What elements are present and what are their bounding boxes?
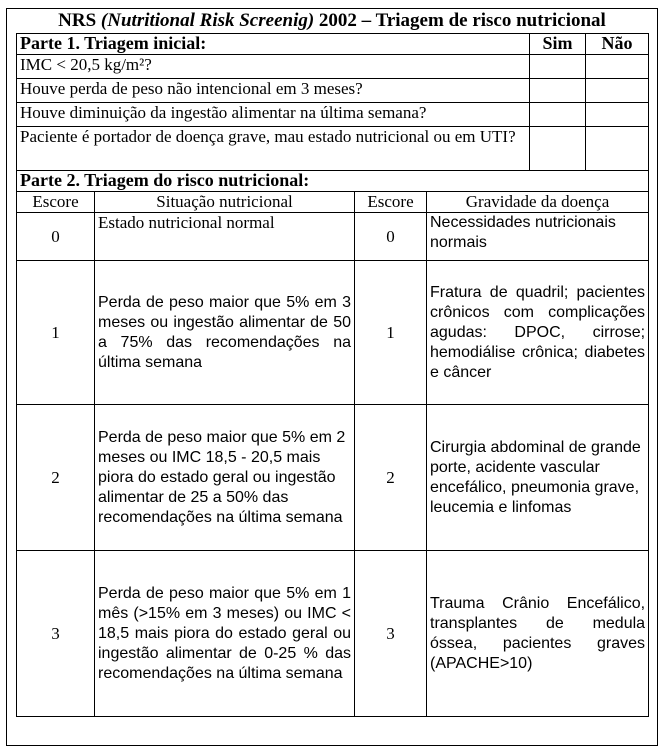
score-row: [17, 551, 649, 717]
question-row: [17, 55, 649, 79]
col-severity-header: Gravidade da doença: [427, 192, 649, 213]
question-text: Houve diminuição da ingestão alimentar na última semana?: [17, 103, 530, 127]
col-score-a-header: Escore: [17, 192, 95, 213]
severity-cell: Fratura de quadril; pacientes crônicos com complicações agudas: DPOC, cirrose; hemodiálise crônica; diabetes e câncer: [427, 261, 649, 405]
situation-cell: Perda de peso maior que 5% em 1 mês (>15% em 3 meses) ou IMC < 18,5 mais piora do estado geral ou ingestão alimentar de 0-25 % das recomendações na última semana: [95, 551, 355, 717]
answer-no-cell[interactable]: [586, 55, 649, 79]
question-row: [17, 127, 649, 171]
title-italic: (Nutritional Risk Screenig): [100, 10, 315, 31]
col-score-b-header: Escore: [355, 192, 427, 213]
question-text: Paciente é portador de doença grave, mau estado nutricional ou em UTI?: [17, 127, 530, 171]
part2-columns-row: [17, 192, 649, 213]
title-suffix: 2002 – Triagem de risco nutricional: [314, 10, 606, 31]
severity-cell: Necessidades nutricionais normais: [427, 213, 649, 261]
answer-yes-cell[interactable]: [530, 103, 586, 127]
score-a-cell: 3: [17, 551, 95, 717]
question-row: [17, 103, 649, 127]
score-b-cell: 3: [355, 551, 427, 717]
situation-cell: Estado nutricional normal: [95, 213, 355, 261]
answer-no-cell[interactable]: [586, 79, 649, 103]
nrs-table: [16, 33, 649, 717]
score-a-cell: 0: [17, 213, 95, 261]
score-b-cell: 1: [355, 261, 427, 405]
answer-no-cell[interactable]: [586, 103, 649, 127]
score-a-cell: 1: [17, 261, 95, 405]
col-yes-header: Sim: [530, 34, 586, 55]
answer-yes-cell[interactable]: [530, 79, 586, 103]
score-row: [17, 213, 649, 261]
part1-header-row: [17, 34, 649, 55]
page-title: [0, 10, 664, 32]
part2-heading: Parte 2. Triagem do risco nutricional:: [17, 171, 649, 192]
score-row: [17, 405, 649, 551]
situation-cell: Perda de peso maior que 5% em 3 meses ou ingestão alimentar de 50 a 75% das recomendações na última semana: [95, 261, 355, 405]
score-b-cell: 2: [355, 405, 427, 551]
situation-cell: Perda de peso maior que 5% em 2 meses ou IMC 18,5 - 20,5 mais piora do estado geral ou ingestão alimentar de 25 a 50% das recomendações na última semana: [95, 405, 355, 551]
part1-heading: Parte 1. Triagem inicial:: [17, 34, 530, 55]
score-a-cell: 2: [17, 405, 95, 551]
score-row: [17, 261, 649, 405]
answer-yes-cell[interactable]: [530, 127, 586, 171]
score-b-cell: 0: [355, 213, 427, 261]
answer-yes-cell[interactable]: [530, 55, 586, 79]
title-prefix: NRS: [58, 10, 101, 31]
question-text: IMC < 20,5 kg/m²?: [17, 55, 530, 79]
col-situation-header: Situação nutricional: [95, 192, 355, 213]
part2-header-row: [17, 171, 649, 192]
answer-no-cell[interactable]: [586, 127, 649, 171]
question-text: Houve perda de peso não intencional em 3 meses?: [17, 79, 530, 103]
severity-cell: Trauma Crânio Encefálico, transplantes de medula óssea, pacientes graves (APACHE>10): [427, 551, 649, 717]
question-row: [17, 79, 649, 103]
severity-cell: Cirurgia abdominal de grande porte, acidente vascular encefálico, pneumonia grave, leucemia e linfomas: [427, 405, 649, 551]
col-no-header: Não: [586, 34, 649, 55]
